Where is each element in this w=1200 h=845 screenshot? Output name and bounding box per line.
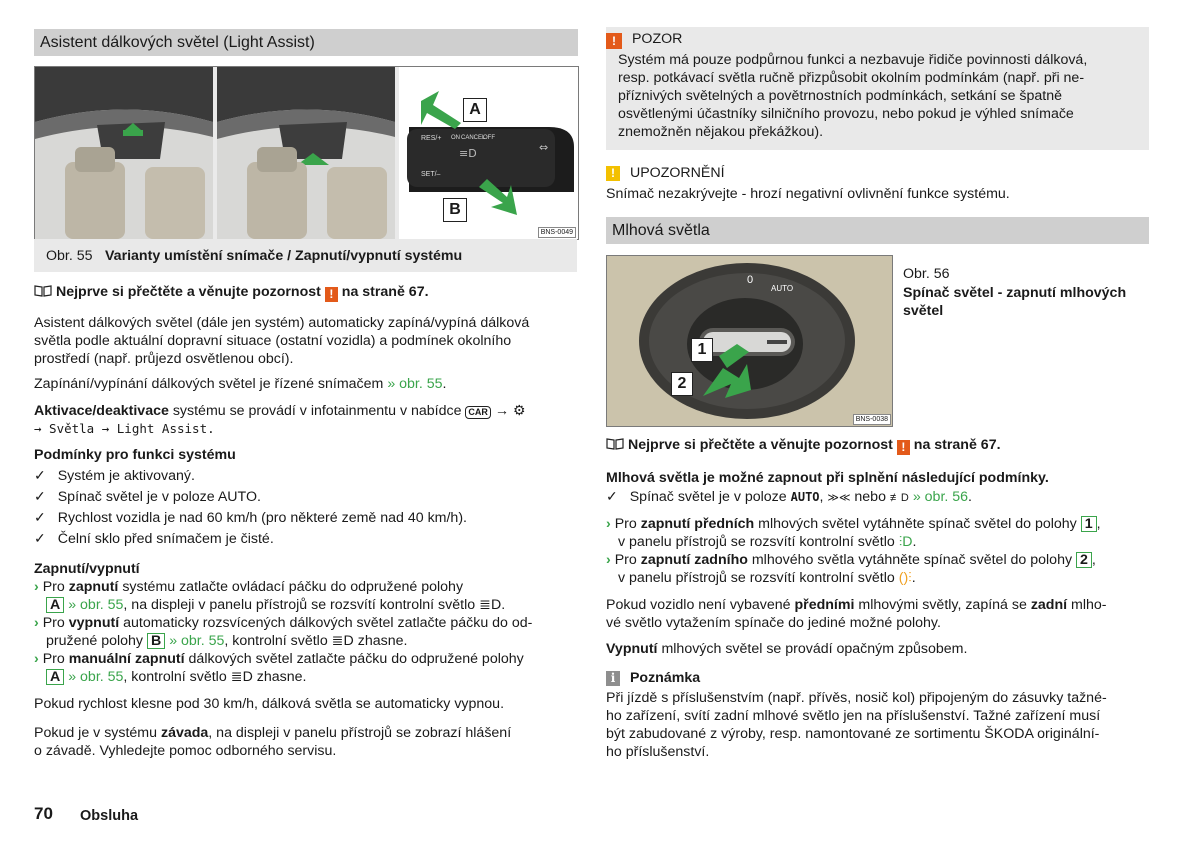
figure-num-2: 2 xyxy=(671,372,693,396)
stalk-label-off: OFF xyxy=(483,135,495,141)
list-item: ✓ Rychlost vozidla je nad 60 km/h (pro některé země nad 40 km/h). xyxy=(34,510,467,526)
list-item: ✓ Spínač světel je v poloze AUTO. xyxy=(34,489,261,505)
notice-heading: ! UPOZORNĚNÍ xyxy=(606,164,725,182)
check-icon: ✓ xyxy=(34,531,46,547)
check-icon: ✓ xyxy=(34,468,46,484)
page-67-link[interactable]: na straně 67. xyxy=(341,284,429,300)
warning-mark-icon: ! xyxy=(325,287,338,302)
figure-55-caption xyxy=(34,239,577,272)
switch-off-paragraph: Vypnutí mlhových světel se provádí opačným způsobem. xyxy=(606,641,968,657)
position-2-box: 2 xyxy=(1076,552,1092,568)
list-item: ✓ Čelní sklo před snímačem je čisté. xyxy=(34,531,274,547)
figure-55-link[interactable]: » obr. 55 xyxy=(387,376,443,392)
stalk-label-res: RES/+ xyxy=(421,135,442,142)
light-stalk-illustration xyxy=(399,67,578,239)
caution-icon: ! xyxy=(606,33,622,49)
warning-mark-icon: ! xyxy=(897,440,910,455)
figure-55-link[interactable]: » obr. 55 xyxy=(169,633,225,649)
check-icon: ✓ xyxy=(34,510,46,526)
figure-ref: BNS-0038 xyxy=(853,414,891,425)
figure-55 xyxy=(34,66,579,240)
figure-label-a: A xyxy=(463,98,487,122)
read-first-line: Nejprve si přečtěte a věnujte pozornost ! na straně 67. xyxy=(606,436,1001,455)
step-bullet-icon: › xyxy=(606,516,611,532)
arrow-a-icon xyxy=(421,91,461,129)
figure-label-b: B xyxy=(443,198,467,222)
figure-panel-sensor-variant-2 xyxy=(217,67,395,239)
onoff-heading: Zapnutí/vypnutí xyxy=(34,561,140,577)
step-bullet-icon: › xyxy=(606,552,611,568)
svg-text:⇔: ⇔ xyxy=(539,141,549,154)
check-icon: ✓ xyxy=(34,489,46,505)
settings-icon: ⚙ xyxy=(513,403,526,419)
figure-56-caption-text: Spínač světel - zapnutí mlhových světel xyxy=(903,285,1127,319)
knob-label-0: 0 xyxy=(747,274,754,286)
figure-panel-stalk xyxy=(399,67,578,239)
stalk-label-cancel: CANCEL xyxy=(461,135,486,141)
position-a-box: A xyxy=(46,669,64,685)
no-front-fog-paragraph: Pokud vozidlo není vybavené předními mlhovými světly, zapíná se zadní mlho- vé světlo vytažením spínače do jediné možné polohy. xyxy=(606,597,1107,631)
figure-panel-sensor-variant-1 xyxy=(35,67,213,239)
caption-number: Obr. 55 xyxy=(46,248,93,264)
list-item: ✓ Systém je aktivovaný. xyxy=(34,468,195,484)
figure-num-1: 1 xyxy=(691,338,713,362)
position-a-box: A xyxy=(46,597,64,613)
section-heading-fog-lights: Mlhová světla xyxy=(606,217,1149,244)
position-b-box: B xyxy=(147,633,165,649)
svg-text:≡D: ≡D xyxy=(459,147,477,160)
knob-label-auto: AUTO xyxy=(771,284,794,293)
stalk-label-on: ON xyxy=(451,135,460,141)
figure-56 xyxy=(606,255,893,427)
conditions-heading: Podmínky pro funkci systému xyxy=(34,447,236,463)
low-beam-icon: ≢D xyxy=(889,492,909,504)
caption-text: Varianty umístění snímače / Zapnutí/vypnutí systému xyxy=(105,248,463,264)
info-icon: i xyxy=(606,671,620,686)
high-beam-icon: ≣D xyxy=(331,633,354,649)
front-fog-step: › Pro zapnutí předních mlhových světel vytáhněte spínač světel do polohy 1 , v panelu přístrojů se rozsvítí kontrolní světlo ⫶D. xyxy=(606,516,1101,550)
read-first-line: Nejprve si přečtěte a věnujte pozornost ! na straně 67. xyxy=(34,283,429,302)
book-icon xyxy=(606,438,624,450)
front-fog-indicator-icon: ⫶D xyxy=(898,534,913,550)
rear-fog-indicator-icon: ()⫶ xyxy=(898,570,912,586)
step-bullet-icon: › xyxy=(34,651,39,667)
caution-title: POZOR xyxy=(631,31,683,47)
figure-56-link[interactable]: » obr. 56 xyxy=(912,489,969,505)
high-beam-icon: ≣D xyxy=(230,669,253,685)
conditions-list xyxy=(34,467,467,551)
activation-paragraph: Aktivace/deaktivace systému se provádí v infotainmentu v nabídce CAR → ⚙ → Světla → Light Assist. xyxy=(34,403,526,436)
onoff-steps: › Pro zapnutí systému zatlačte ovládací páčku do odpružené polohy A » obr. 55, na displeji v panelu přístrojů se rozsvítí kontrolní světlo ≣D. › Pro vypnutí automaticky rozsvícených dálkových světel zatlačte páčku do od- pružené polohy B » obr. 55, kontrolní světlo ≣D zhasne. › Pro manuální zapnutí dálkových světel zatlačte páčku do odpružené polohy A » obr. 55, kontrolní světlo ≣D zhasne. xyxy=(34,579,533,685)
figure-55-link[interactable]: » obr. 55 xyxy=(68,597,124,613)
fog-condition-heading: Mlhová světla je možné zapnout při splnění následující podmínky. xyxy=(606,470,1049,486)
book-icon xyxy=(34,285,52,297)
rear-fog-step: › Pro zapnutí zadního mlhového světla vytáhněte spínač světel do polohy 2 , v panelu přístrojů se rozsvítí kontrolní světlo ()⫶. xyxy=(606,552,1096,586)
step-bullet-icon: › xyxy=(34,579,39,595)
section-heading-light-assist: Asistent dálkových světel (Light Assist) xyxy=(34,29,578,56)
figure-ref: BNS-0049 xyxy=(538,227,576,238)
notice-text: Snímač nezakrývejte - hrozí negativní ovlivnění funkce systému. xyxy=(606,186,1010,202)
check-icon: ✓ xyxy=(606,489,618,505)
note-heading: i Poznámka xyxy=(606,669,700,687)
note-text: Při jízdě s příslušenstvím (např. přívěs, nosič kol) připojeným do zásuvky tažné- ho zařízení, svítí zadní mlhové světlo jen na příslušenství. Tažné zařízení musí být zabudované z výroby, resp. namontované ze sortimentu ŠKODA originální- ho příslušenství. xyxy=(606,690,1107,760)
step-bullet-icon: › xyxy=(34,615,39,631)
car-key-icon: CAR xyxy=(465,406,491,419)
fault-paragraph: Pokud je v systému závada, na displeji v panelu přístrojů se zobrazí hlášení o závadě. Vyhledejte pomoc odborného servisu. xyxy=(34,725,512,759)
intro-paragraph: Asistent dálkových světel (dále jen systém) automaticky zapíná/vypíná dálková světla podle aktuální dopravní situace (ostatní vozidla) a podmínek okolního prostředí (např. průjezd osvětlenou obcí). xyxy=(34,315,530,367)
fog-condition-item: ✓ Spínač světel je v poloze AUTO, ≫≪ nebo ≢D » obr. 56. xyxy=(606,489,972,505)
sensor-paragraph: Zapínání/vypínání dálkových světel je řízené snímačem » obr. 55. xyxy=(34,376,447,392)
stalk-label-set: SET/– xyxy=(421,171,441,178)
notice-icon: ! xyxy=(606,166,620,181)
caution-box: ! POZOR Systém má pouze podpůrnou funkci a nezbavuje řidiče povinnosti dálková, resp. potkávací světla ručně přizpůsobit okolním podmínkám (např. při ne- příznivých světelných a povětrnostních podmínkách, setkání se špatně osvětlenými účastníky silničního provozu, nebo pokud je výhled snímače znemožněn nějakou překážkou). xyxy=(606,27,1149,150)
position-1-box: 1 xyxy=(1081,516,1097,532)
parking-light-icon: ≫≪ xyxy=(827,492,851,504)
high-beam-icon: ≣D xyxy=(479,597,502,613)
page-section-label: Obsluha xyxy=(80,808,139,824)
page-67-link[interactable]: na straně 67. xyxy=(913,437,1001,453)
figure-55-link[interactable]: » obr. 55 xyxy=(68,669,124,685)
page-number: 70 xyxy=(34,804,53,823)
speed-paragraph: Pokud rychlost klesne pod 30 km/h, dálková světla se automaticky vypnou. xyxy=(34,696,505,712)
figure-56-caption-number: Obr. 56 xyxy=(903,266,950,282)
